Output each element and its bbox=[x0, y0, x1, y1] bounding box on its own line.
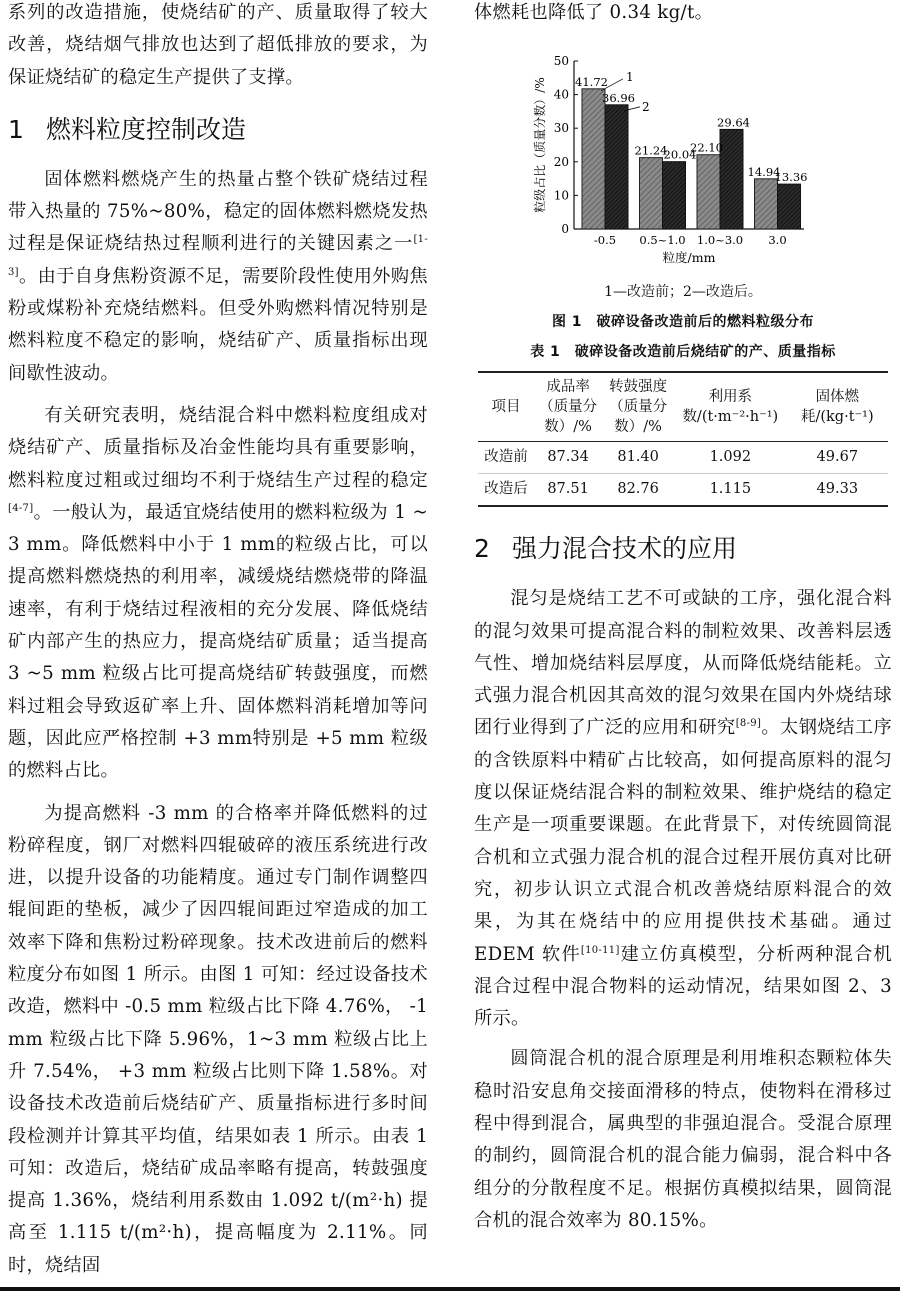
data-label-series-2: 20.04 bbox=[663, 147, 697, 162]
right-column bbox=[474, 0, 892, 1237]
citation-10-11: [10-11] bbox=[580, 944, 620, 956]
table-cell: 1.092 bbox=[709, 449, 752, 466]
table-cell: 改造后 bbox=[484, 481, 528, 498]
citation-8-9: [8-9] bbox=[735, 718, 762, 730]
table-cell: 81.40 bbox=[617, 449, 659, 466]
table-cell: 82.76 bbox=[617, 481, 659, 498]
intro-paragraph: 系列的改造措施，使烧结矿的产、质量取得了较大改善，烧结烟气排放也达到了超低排放的要求，为保证烧结矿的稳定生产提供了支撑。 bbox=[8, 2, 428, 88]
y-tick-label: 50 bbox=[553, 54, 569, 69]
x-tick-label: -0.5 bbox=[593, 233, 617, 248]
table-cell: 49.67 bbox=[816, 449, 859, 466]
bar-series-1 bbox=[582, 89, 605, 229]
table-cell: 87.34 bbox=[547, 449, 589, 466]
section-1-heading bbox=[8, 110, 428, 150]
data-label-series-1: 41.72 bbox=[575, 75, 608, 90]
bar-series-2 bbox=[720, 130, 743, 230]
figure-legend-note: 1—改造前；2—改造后。 bbox=[604, 284, 762, 301]
continued-line: 体燃耗也降低了 0.34 kg/t。 bbox=[474, 2, 714, 23]
x-tick-label: 3.0 bbox=[768, 233, 787, 248]
citation-1-3: [1-3] bbox=[8, 234, 428, 278]
table-header-row bbox=[478, 372, 888, 442]
series-2-name: 2 bbox=[642, 100, 650, 115]
paragraph-4: 混匀是烧结工艺不可或缺的工序，强化混合料的混匀效果可提高混合料的制粒效果、改善料层透气性、增加烧结料层厚度，从而降低烧结能耗。立式强力混合机因其高效的混匀效果在国内外烧结球团行业得到了广泛的应用和研究[8-9]。太钢烧结工序的含铁原料中精矿占比较高，如何提高原料的混匀度以保证烧结混合料的制粒效果、维护烧结的稳定生产是一项重要课题。在此背景下，对传统圆筒混合机和立式强力混合机的混合过程开展仿真对比研究，初步认识立式混合机改善烧结原料混合的效果，为其在烧结中的应用提供技术基础。通过 EDEM 软件[10-11]建立仿真模型，分析两种混合机混合过程中混合物料的运动情况，结果如图 2、3所示。 bbox=[474, 588, 893, 1030]
citation-4-7: [4-7] bbox=[8, 502, 34, 514]
y-tick-label: 40 bbox=[553, 87, 569, 102]
series-1-name: 1 bbox=[626, 70, 634, 85]
y-tick-label: 0 bbox=[561, 222, 569, 237]
paragraph-3: 为提高燃料 -3 mm 的合格率并降低燃料的过粉碎程度，钢厂对燃料四辊破碎的液压系统进行改进，以提升设备的功能精度。通过专门制作调整四辊间距的垫板，减少了因四辊间距过窄造成的加工效率下降和焦粉过粉碎现象。技术改进前后的燃料粒度分布如图 1 所示。由图 1 可知：经过设备技术改造，燃料中 -0.5 mm 粒级占比下降 4.76%， -1 mm 粒级占比下降 5.96%，1~3 mm 粒级占比上升 7.54%， +3 mm 粒级占比则下降 1.58%。对设备技术改造前后烧结矿产、质量指标进行多时间段检测并计算其平均值，结果如表 1 所示。由表 1 可知：改造后，烧结矿成品率略有提高，转鼓强度提高 1.36%，烧结利用系数由 1.092 t/(m²·h) 提高至 1.115 t/(m²·h)，提高幅度为 2.11%。同时，烧结固 bbox=[8, 802, 428, 1276]
table-header-fuel: 固体燃耗/(kg·t⁻¹) bbox=[800, 389, 874, 426]
x-axis-label: 粒度/mm bbox=[662, 250, 716, 266]
paragraph-2: 有关研究表明，烧结混合料中燃料粒度组成对烧结矿产、质量指标及冶金性能均具有重要影响，燃料粒度过粗或过细均不利于烧结生产过程的稳定[4-7]。一般认为，最适宜烧结使用的燃料粒级为 1 ~ 3 mm。降低燃料中小于 1 mm的粒级占比，可以提高燃料燃烧热的利用率，减缓烧结燃烧带的降温速率，有利于烧结过程液相的充分发展、降低烧结矿内部产生的热应力，提高烧结矿质量；适当提高 3 ~5 mm 粒级占比可提高烧结矿转鼓强度，而燃料过粗会导致返矿率上升、固体燃料消耗增加等问题，因此应严格控制 +3 mm特别是 +5 mm 粒级的燃料占比。 bbox=[8, 404, 428, 782]
y-tick-label: 20 bbox=[553, 155, 569, 170]
table-header-item: 项目 bbox=[491, 399, 521, 416]
paragraph-5: 圆筒混合机的混合原理是利用堆积态颗粒体失稳时沿安息角交接面滑移的特点，使物料在滑移过程中得到混合，属典型的非强迫混合。受混合原理的制约，圆筒混合机的混合能力偏弱，混合料中各组分的分散程度不足。根据仿真模拟结果，圆筒混合机的混合效率为 80.15%。 bbox=[474, 1048, 892, 1231]
data-label-series-1: 22.10 bbox=[690, 141, 723, 156]
bar-chart bbox=[474, 33, 892, 283]
table-1-caption: 表 1 破碎设备改造前后烧结矿的产、质量指标 bbox=[530, 344, 836, 361]
y-tick-label: 10 bbox=[553, 188, 569, 203]
bar-series-2 bbox=[663, 162, 686, 229]
data-label-series-2: 36.96 bbox=[602, 91, 635, 106]
bar-series-2 bbox=[605, 105, 628, 229]
bar-series-1 bbox=[755, 179, 778, 229]
left-column bbox=[8, 0, 428, 1282]
table-cell: 改造前 bbox=[484, 449, 528, 466]
x-tick-label: 0.5~1.0 bbox=[639, 233, 686, 248]
table-cell: 87.51 bbox=[547, 481, 589, 498]
data-label-series-2: 13.36 bbox=[774, 170, 808, 185]
data-label-series-1: 21.24 bbox=[634, 143, 668, 158]
table-header-drum: 转鼓强度（质量分数）/% bbox=[609, 379, 668, 436]
data-label-series-2: 29.64 bbox=[717, 115, 750, 130]
table-row bbox=[478, 474, 888, 507]
y-axis-label: 粒级占比（质量分数）/% bbox=[533, 77, 547, 214]
table-cell: 49.33 bbox=[816, 481, 859, 498]
table-header-coefficient: 利用系数/(t·m⁻²·h⁻¹) bbox=[682, 389, 779, 426]
figure-1 bbox=[474, 33, 892, 331]
section-2-title: 强力混合技术的应用 bbox=[512, 534, 738, 564]
x-tick-label: 1.0~3.0 bbox=[696, 233, 744, 248]
bottom-rule bbox=[0, 1287, 900, 1291]
table-1 bbox=[478, 371, 888, 507]
section-1-title: 燃料粒度控制改造 bbox=[46, 114, 247, 144]
section-2-number: 2 bbox=[474, 534, 490, 564]
section-1-number: 1 bbox=[8, 114, 24, 144]
table-header-yield: 成品率（质量分数）/% bbox=[539, 379, 598, 436]
table-cell: 1.115 bbox=[709, 481, 752, 498]
table-row bbox=[478, 442, 888, 474]
bar-series-2 bbox=[778, 184, 801, 229]
figure-1-caption: 图 1 破碎设备改造前后的燃料粒级分布 bbox=[551, 314, 815, 331]
section-2-heading bbox=[474, 529, 892, 569]
y-tick-label: 30 bbox=[553, 121, 569, 136]
paragraph-1: 固体燃料燃烧产生的热量占整个铁矿烧结过程带入热量的 75%~80%，稳定的固体燃料燃烧发热过程是保证烧结热过程顺利进行的关键因素之一[1-3]。由于自身焦粉资源不足，需要阶段性使用外购焦粉或煤粉补充烧结燃料。但受外购燃料情况特别是燃料粒度不稳定的影响，烧结矿产、质量指标出现间歇性波动。 bbox=[8, 168, 428, 384]
data-label-series-1: 14.94 bbox=[747, 165, 781, 180]
bar-series-1 bbox=[697, 155, 720, 229]
bar-series-1 bbox=[640, 158, 663, 229]
